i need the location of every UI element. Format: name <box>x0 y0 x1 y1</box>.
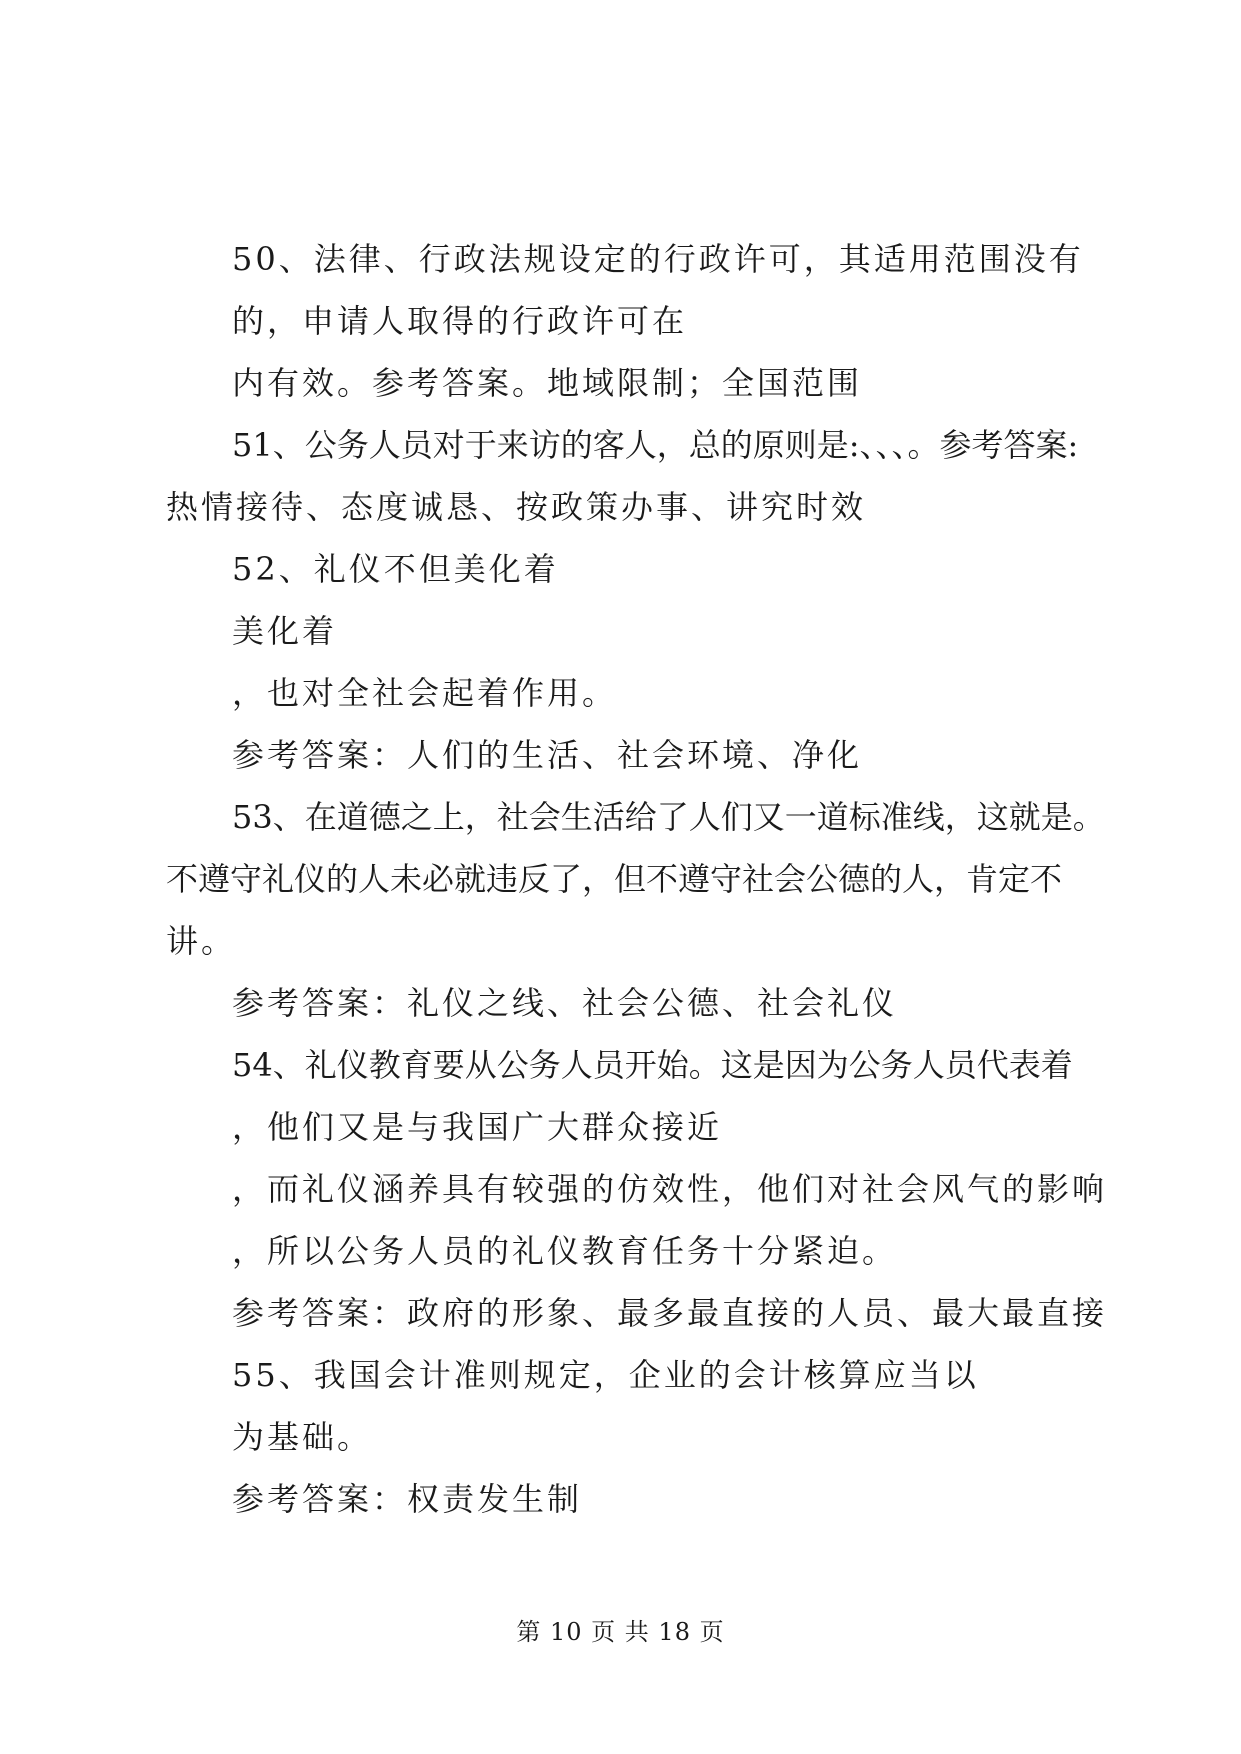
question-52-line-3: ，也对全社会起着作用。 <box>232 674 618 712</box>
question-55-answer: 参考答案：权责发生制 <box>232 1480 583 1518</box>
question-54-line-2: ，他们又是与我国广大群众接近 <box>232 1108 723 1146</box>
question-55-line-2: 为基础。 <box>232 1418 373 1456</box>
question-54-line-3: ，而礼仪涵养具有较强的仿效性，他们对社会风气的影响 <box>232 1170 1108 1208</box>
page-number-footer: 第 10 页 共 18 页 <box>516 1618 725 1646</box>
document-body <box>166 228 1108 1530</box>
question-50-line-1: 50、法律、行政法规设定的行政许可，其适用范围没有 <box>232 240 1084 278</box>
question-54-answer: 参考答案：政府的形象、最多最直接的人员、最大最直接 <box>232 1294 1108 1332</box>
question-52-line-2: 美化着 <box>232 612 338 650</box>
question-51-answer: 热情接待、态度诚恳、按政策办事、讲究时效 <box>166 488 867 526</box>
question-54-line-1: 54、礼仪教育要从公务人员开始。这是因为公务人员代表着 <box>232 1046 1073 1084</box>
question-53-line-2: 不遵守礼仪的人未必就违反了，但不遵守社会公德的人，肯定不 <box>166 860 1063 898</box>
question-50-answer: 内有效。参考答案。地域限制；全国范围 <box>232 364 863 402</box>
question-55-line-1: 55、我国会计准则规定，企业的会计核算应当以 <box>232 1356 979 1394</box>
question-53-line-3: 讲。 <box>166 922 237 960</box>
question-50-line-2: 的，申请人取得的行政许可在 <box>232 302 688 340</box>
question-51-line-1: 51、公务人员对于来访的客人，总的原则是:、、、。参考答案: <box>232 426 1079 464</box>
question-54-line-4: ，所以公务人员的礼仪教育任务十分紧迫。 <box>232 1232 898 1270</box>
question-52-answer: 参考答案：人们的生活、社会环境、净化 <box>232 736 863 774</box>
question-53-answer: 参考答案：礼仪之线、社会公德、社会礼仪 <box>232 984 898 1022</box>
question-53-line-1: 53、在道德之上，社会生活给了人们又一道标准线，这就是。 <box>232 798 1105 836</box>
question-52-line-1: 52、礼仪不但美化着 <box>232 550 559 588</box>
